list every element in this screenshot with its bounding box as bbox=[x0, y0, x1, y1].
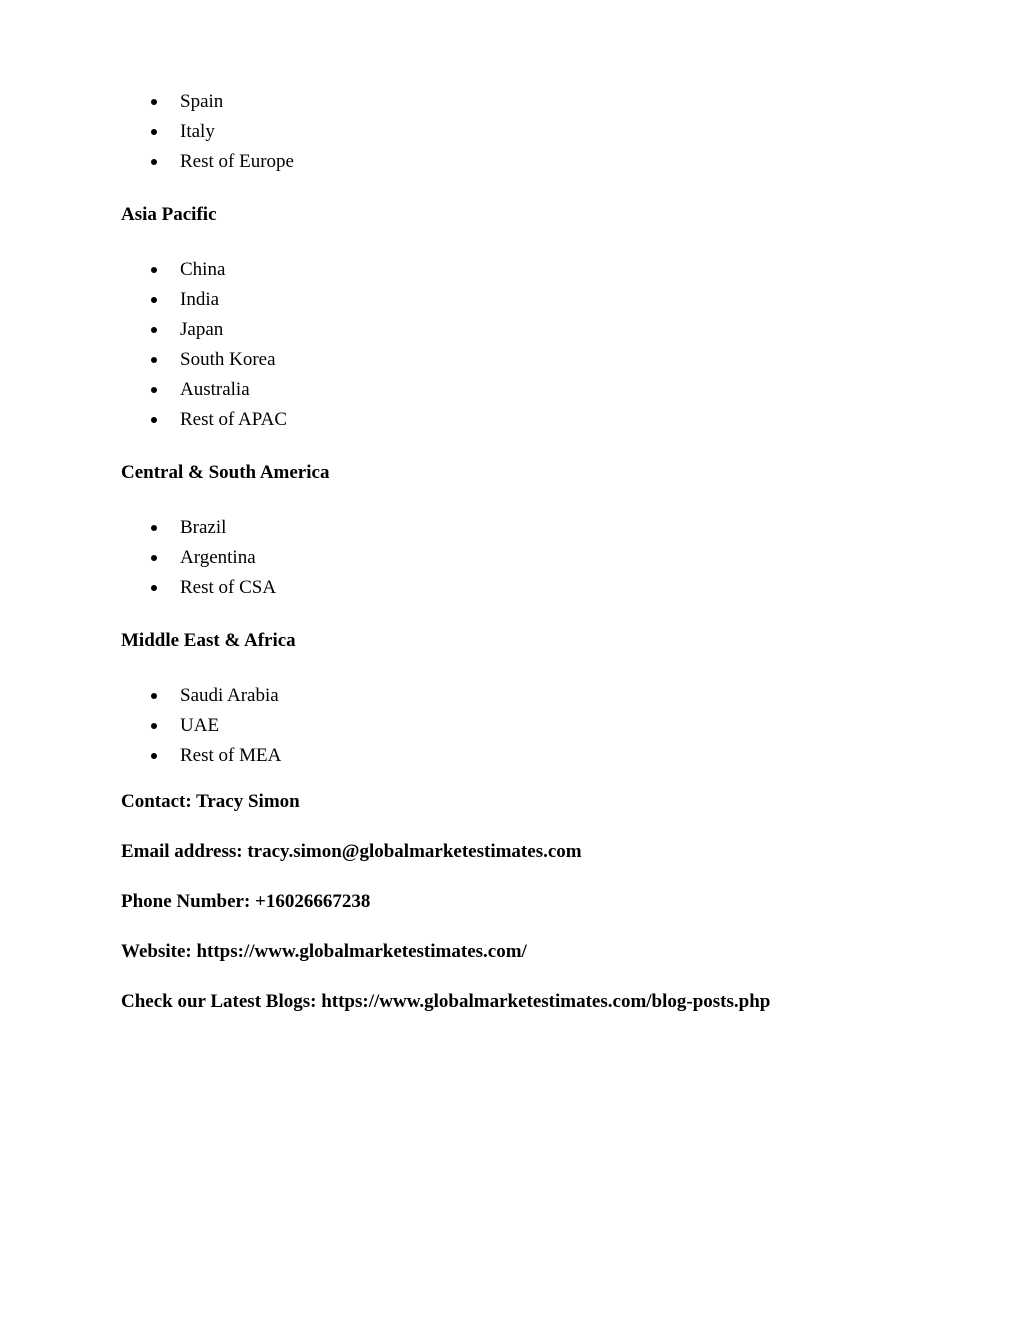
contact-name: Contact: Tracy Simon bbox=[121, 791, 300, 812]
list-item-label: China bbox=[180, 259, 226, 280]
section-heading-asia-pacific: Asia Pacific bbox=[121, 204, 217, 225]
list-item bbox=[150, 87, 294, 117]
contact-email: Email address: tracy.simon@globalmarketestimates.com bbox=[121, 841, 582, 862]
bullet-icon bbox=[151, 99, 157, 105]
list-item bbox=[150, 375, 287, 405]
section-heading-middle-east-africa: Middle East & Africa bbox=[121, 630, 296, 651]
asia-pacific-country-list bbox=[150, 255, 287, 435]
list-item-label: Rest of Europe bbox=[180, 151, 294, 172]
list-item bbox=[150, 741, 281, 771]
bullet-icon bbox=[151, 129, 157, 135]
bullet-icon bbox=[151, 417, 157, 423]
bullet-icon bbox=[151, 357, 157, 363]
list-item-label: Rest of APAC bbox=[180, 409, 287, 430]
bullet-icon bbox=[151, 693, 157, 699]
list-item-label: South Korea bbox=[180, 349, 276, 370]
list-item-label: Rest of CSA bbox=[180, 577, 277, 598]
contact-website: Website: https://www.globalmarketestimates.com/ bbox=[121, 941, 527, 962]
section-heading-central-south-america: Central & South America bbox=[121, 462, 330, 483]
contact-phone: Phone Number: +16026667238 bbox=[121, 891, 371, 912]
bullet-icon bbox=[151, 753, 157, 759]
list-item bbox=[150, 405, 287, 435]
list-item bbox=[150, 255, 287, 285]
list-item bbox=[150, 573, 276, 603]
list-item bbox=[150, 681, 281, 711]
list-item-label: Spain bbox=[180, 91, 224, 112]
list-item bbox=[150, 147, 294, 177]
bullet-icon bbox=[151, 327, 157, 333]
list-item-label: UAE bbox=[180, 715, 220, 736]
list-item-label: Japan bbox=[180, 319, 224, 340]
bullet-icon bbox=[151, 387, 157, 393]
central-south-america-country-list bbox=[150, 513, 276, 603]
europe-country-list bbox=[150, 87, 294, 177]
bullet-icon bbox=[151, 159, 157, 165]
bullet-icon bbox=[151, 525, 157, 531]
list-item-label: Saudi Arabia bbox=[180, 685, 279, 706]
middle-east-africa-country-list bbox=[150, 681, 281, 771]
list-item-label: Australia bbox=[180, 379, 250, 400]
bullet-icon bbox=[151, 267, 157, 273]
list-item bbox=[150, 117, 294, 147]
list-item-label: Italy bbox=[180, 121, 215, 142]
contact-blogs: Check our Latest Blogs: https://www.globalmarketestimates.com/blog-posts.php bbox=[121, 991, 771, 1012]
list-item bbox=[150, 513, 276, 543]
list-item bbox=[150, 543, 276, 573]
list-item-label: India bbox=[180, 289, 220, 310]
bullet-icon bbox=[151, 555, 157, 561]
bullet-icon bbox=[151, 723, 157, 729]
bullet-icon bbox=[151, 585, 157, 591]
list-item bbox=[150, 345, 287, 375]
bullet-icon bbox=[151, 297, 157, 303]
list-item-label: Argentina bbox=[180, 547, 256, 568]
list-item bbox=[150, 711, 281, 741]
list-item bbox=[150, 315, 287, 345]
list-item bbox=[150, 285, 287, 315]
list-item-label: Brazil bbox=[180, 517, 227, 538]
list-item-label: Rest of MEA bbox=[180, 745, 282, 766]
